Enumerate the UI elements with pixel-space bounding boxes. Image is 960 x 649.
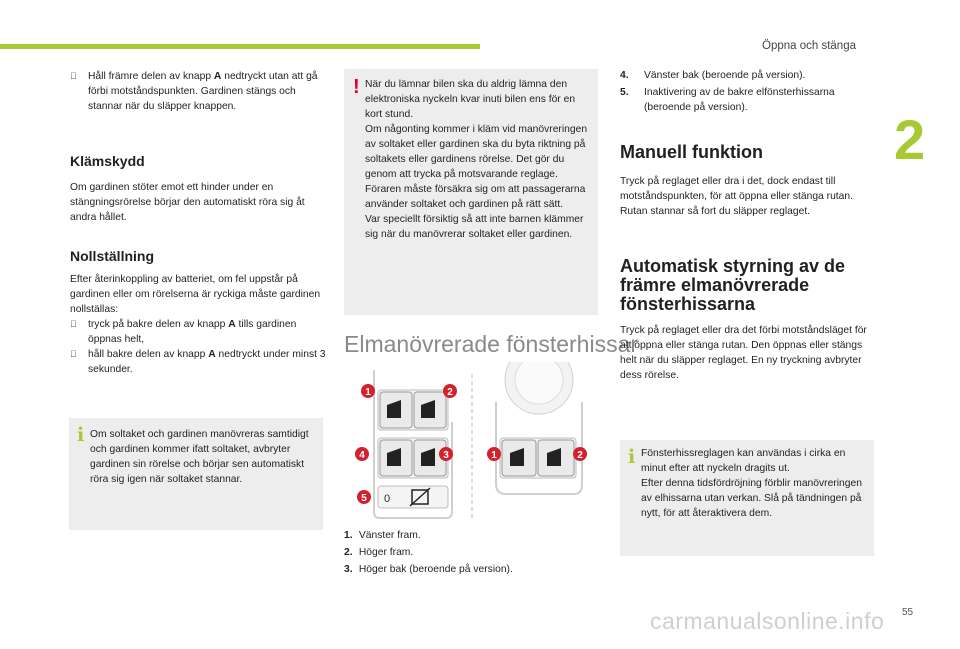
section-main-title: Elmanövrerade fönsterhissar (344, 331, 639, 357)
svg-text:2: 2 (577, 450, 583, 461)
window-list-1 (344, 528, 594, 579)
klamskydd-heading: Klämskydd (70, 153, 145, 169)
list-item: 3. Höger bak (beroende på version). (344, 564, 513, 575)
nollstallning-bullet-text: tryck på bakre delen av knapp A tills gardinen öppnas helt, (88, 319, 297, 345)
nollstallning-heading: Nollställning (70, 248, 154, 264)
nollstallning-bullet (70, 347, 326, 377)
warning-box-text: När du lämnar bilen ska du aldrig lämna den elektroniska nyckeln kvar inuti bilen ens för en kort stund. Om någonting kommer i kläm vid manövreringen av soltaket eller gardinen ska du byta riktning på soltakets eller gardinens rörelse. Det gör du genom att trycka på motsvarande reglage. Föraren måste försäkra sig om att passagerarna använder soltaket och gardinen på rätt sätt. Var speciellt försiktig så att inte barnen klämmer sig när du manövrerar soltaket eller gardinen. (365, 79, 588, 240)
list-item: 5. Inaktivering av de bakre elfönsterhissarna (beroende på version). (620, 87, 835, 113)
manuell-heading: Manuell funktion (620, 142, 763, 162)
svg-text:1: 1 (491, 450, 497, 461)
list-item: 4. Vänster bak (beroende på version). (620, 70, 806, 81)
warning-box (344, 69, 598, 315)
bullet-arrow-icon (70, 317, 77, 332)
intro-bullet (70, 69, 328, 114)
svg-text:1: 1 (365, 387, 371, 398)
window-switch-illustration (354, 362, 594, 522)
info-box-fonsterhiss (620, 440, 874, 556)
list-item: 2. Höger fram. (344, 547, 414, 558)
page-number: 55 (902, 607, 914, 618)
list-item: 1. Vänster fram. (344, 530, 421, 541)
klamskydd-text: Om gardinen stöter emot ett hinder under en stängningsrörelse börjar den automatiskt röra sig åt andra hållet. (70, 182, 305, 223)
svg-text:2: 2 (447, 387, 453, 398)
info-box-text: Om soltaket och gardinen manövreras samtidigt och gardinen kommer ifatt soltaket, avbryter gardinen sin rörelse och börjar sen automatiskt röra sig igen när soltaket stannar. (90, 429, 309, 485)
chapter-number: 2 (894, 108, 926, 171)
bullet-arrow-icon (70, 69, 77, 84)
svg-text:3: 3 (443, 450, 449, 461)
info-box-text: Fönsterhissreglagen kan användas i cirka en minut efter att nyckeln dragits ut. Efter denna tidsfördröjning förblir manövreringen av elhissarna utan verkan. Slå på tändningen på nytt, för att återaktivera dem. (641, 448, 862, 519)
svg-text:5: 5 (361, 493, 367, 504)
nollstallning-bullet-text: håll bakre delen av knapp A nedtryckt under minst 3 sekunder. (88, 349, 326, 375)
warning-icon: ! (353, 76, 360, 98)
info-box-soltak (69, 418, 323, 530)
bullet-arrow-icon (70, 347, 77, 362)
automatisk-heading: Automatisk styrning av de främre elmanövrerade fönsterhissarna (620, 256, 846, 314)
intro-bullet-text: Håll främre delen av knapp A nedtryckt utan att gå förbi motståndspunkten. Gardinen stängs och stannar när du släpper knappen. (88, 71, 318, 112)
section-title: Öppna och stänga (762, 40, 856, 52)
switch-zero-label: 0 (384, 493, 391, 505)
watermark: carmanualsonline.info (650, 608, 885, 634)
automatisk-text: Tryck på reglaget eller dra det förbi motståndsläget för att öppna eller stänga rutan. Den öppnas eller stängs helt när du släpper reglaget. En ny tryckning avbryter dess rörelse. (620, 325, 867, 381)
window-list-2 (620, 68, 876, 117)
header-accent-bar (0, 44, 480, 49)
left-switch-panel (374, 370, 452, 518)
svg-text:4: 4 (359, 450, 365, 461)
info-icon: i (77, 424, 85, 446)
manuell-text: Tryck på reglaget eller dra i det, dock endast till motståndspunkten, för att öppna eller stänga rutan. Rutan stannar så fort du släpper reglaget. (620, 176, 853, 217)
nollstallning-text: Efter återinkoppling av batteriet, om fel uppstår på gardinen eller om rörelserna är ryckiga måste gardinen nollställas: (70, 274, 321, 315)
nollstallning-section (70, 272, 326, 377)
info-icon: i (628, 446, 636, 468)
right-door-view (496, 362, 582, 494)
nollstallning-bullet (70, 317, 326, 347)
